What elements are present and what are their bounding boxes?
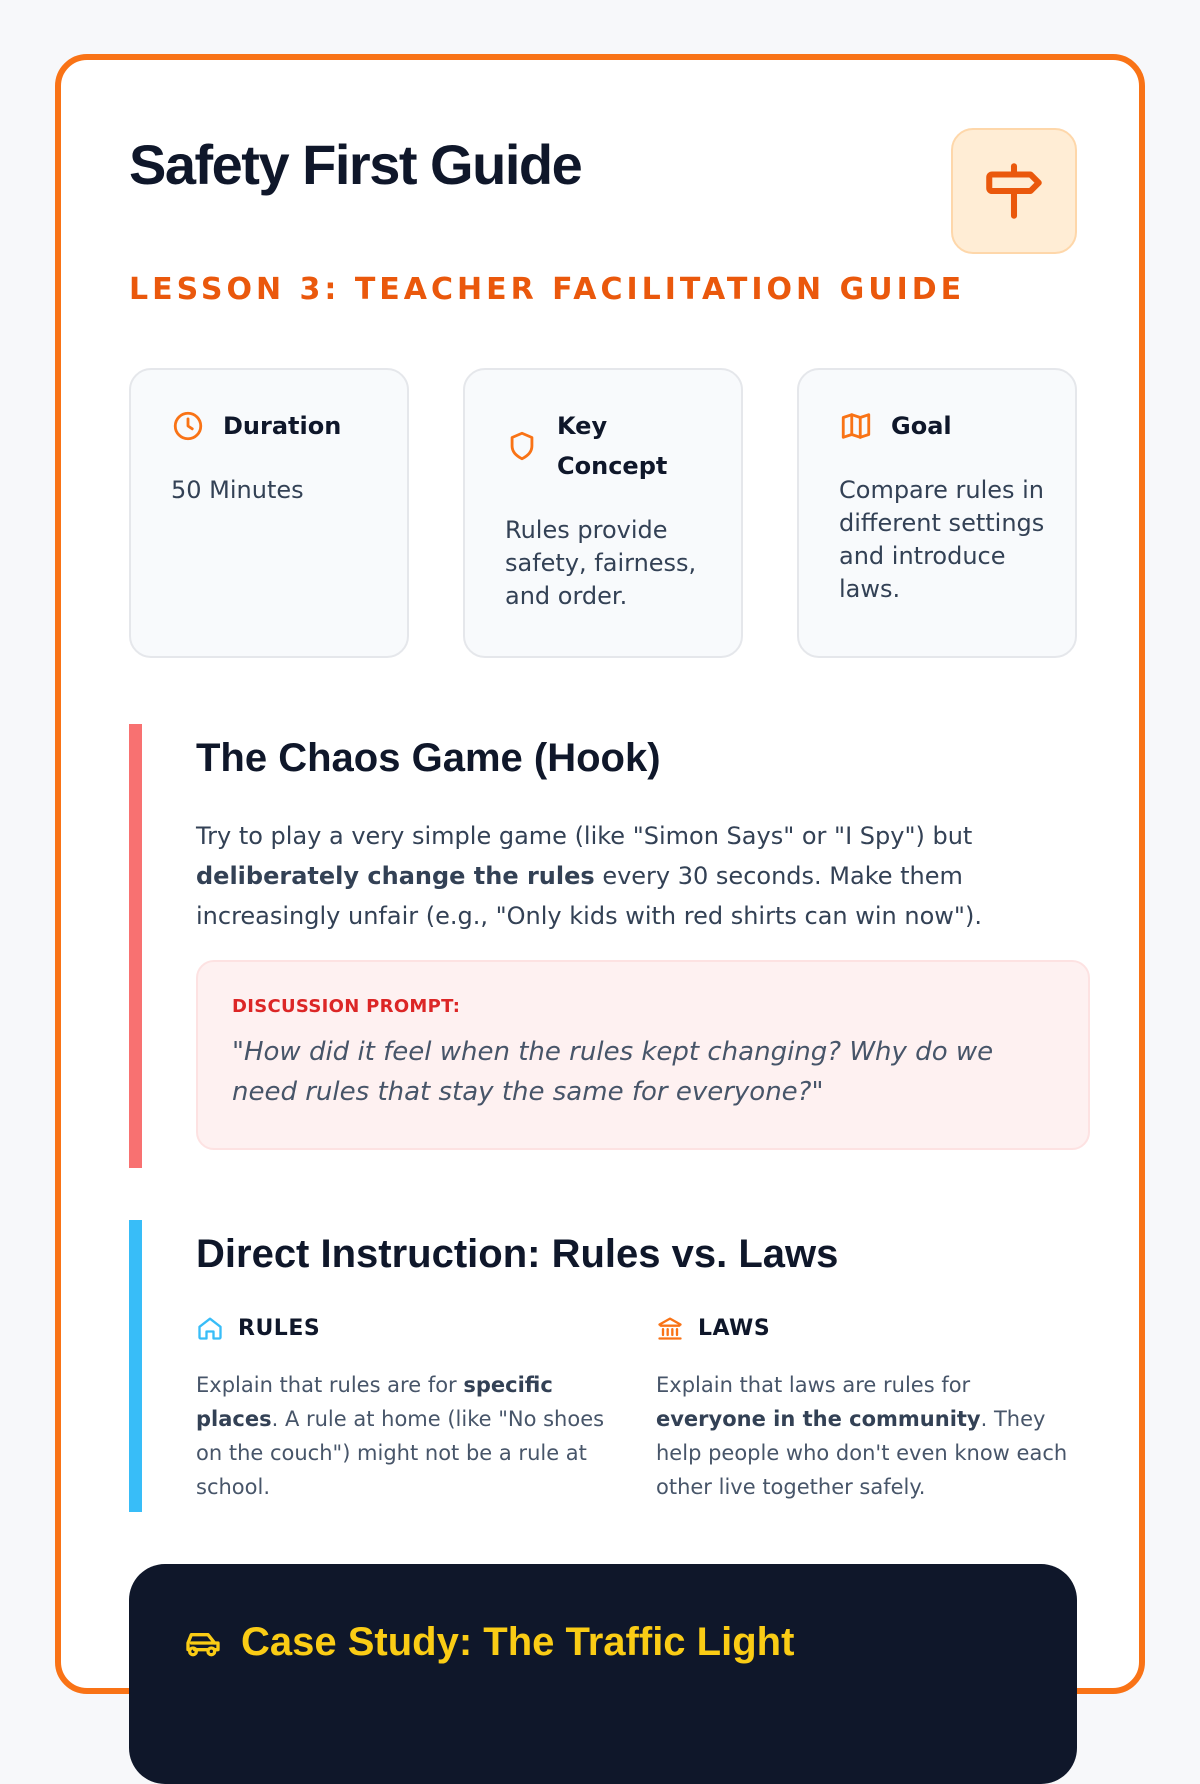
rules-label: RULES	[238, 1315, 321, 1341]
guide-card	[55, 54, 1145, 1694]
fact-value: Compare rules in different settings and introduce laws.	[839, 476, 1045, 603]
fact-label: Key Concept	[557, 412, 668, 480]
hook-title: The Chaos Game (Hook)	[196, 736, 661, 780]
fact-value: Rules provide safety, fairness, and order.	[505, 516, 697, 610]
home-icon	[196, 1314, 224, 1342]
signpost-badge	[951, 128, 1077, 254]
laws-label: LAWS	[698, 1315, 771, 1341]
car-icon	[183, 1623, 223, 1663]
hook-body-bold: deliberately change the rules	[196, 862, 595, 890]
hook-section	[129, 724, 1090, 1168]
rules-text-part: Explain that rules are for	[196, 1373, 464, 1397]
hook-body-text: Try to play a very simple game (like "Simon Says" or "I Spy") but	[196, 822, 973, 850]
laws-text-part: Explain that laws are rules for	[656, 1373, 971, 1397]
fact-label: Goal	[891, 412, 952, 440]
signpost-icon	[981, 158, 1047, 224]
laws-text-bold: everyone in the community	[656, 1407, 981, 1431]
fact-card-goal	[797, 368, 1077, 658]
discussion-prompt-text: "How did it feel when the rules kept changing? Why do we need rules that stay the same for everyone?"	[232, 1037, 994, 1107]
lesson-subtitle: LESSON 3: TEACHER FACILITATION GUIDE	[129, 272, 966, 307]
fact-value: 50 Minutes	[171, 476, 304, 504]
page-title: Safety First Guide	[129, 133, 582, 196]
rules-text-bold: specific places	[196, 1373, 553, 1431]
case-study-panel	[129, 1564, 1077, 1784]
courthouse-icon	[656, 1314, 684, 1342]
lesson-facts	[129, 368, 1077, 658]
rules-text-part: . A rule at home (like "No shoes on the couch") might not be a rule at school.	[196, 1407, 605, 1499]
rules-text	[196, 1368, 606, 1504]
discussion-prompt-label: DISCUSSION PROMPT:	[232, 996, 461, 1017]
direct-instruction-section	[129, 1220, 1090, 1512]
fact-card-duration	[129, 368, 409, 658]
rules-column	[196, 1312, 606, 1504]
case-study-title: Case Study: The Traffic Light	[241, 1620, 795, 1664]
shield-icon	[505, 429, 539, 463]
laws-text	[656, 1368, 1076, 1504]
guide-header	[129, 124, 1077, 307]
fact-card-key-concept	[463, 368, 743, 658]
hook-body	[196, 816, 1090, 936]
map-icon	[839, 409, 873, 443]
fact-label: Duration	[223, 412, 342, 440]
hook-body-text: every 30 seconds. Make them increasingly unfair (e.g., "Only kids with red shirts can win now").	[196, 862, 982, 930]
direct-instruction-title: Direct Instruction: Rules vs. Laws	[196, 1232, 839, 1276]
laws-column	[656, 1312, 1076, 1504]
laws-text-part: . They help people who don't even know each other live together safely.	[656, 1407, 1068, 1499]
clock-icon	[171, 409, 205, 443]
discussion-prompt-box	[196, 960, 1090, 1150]
